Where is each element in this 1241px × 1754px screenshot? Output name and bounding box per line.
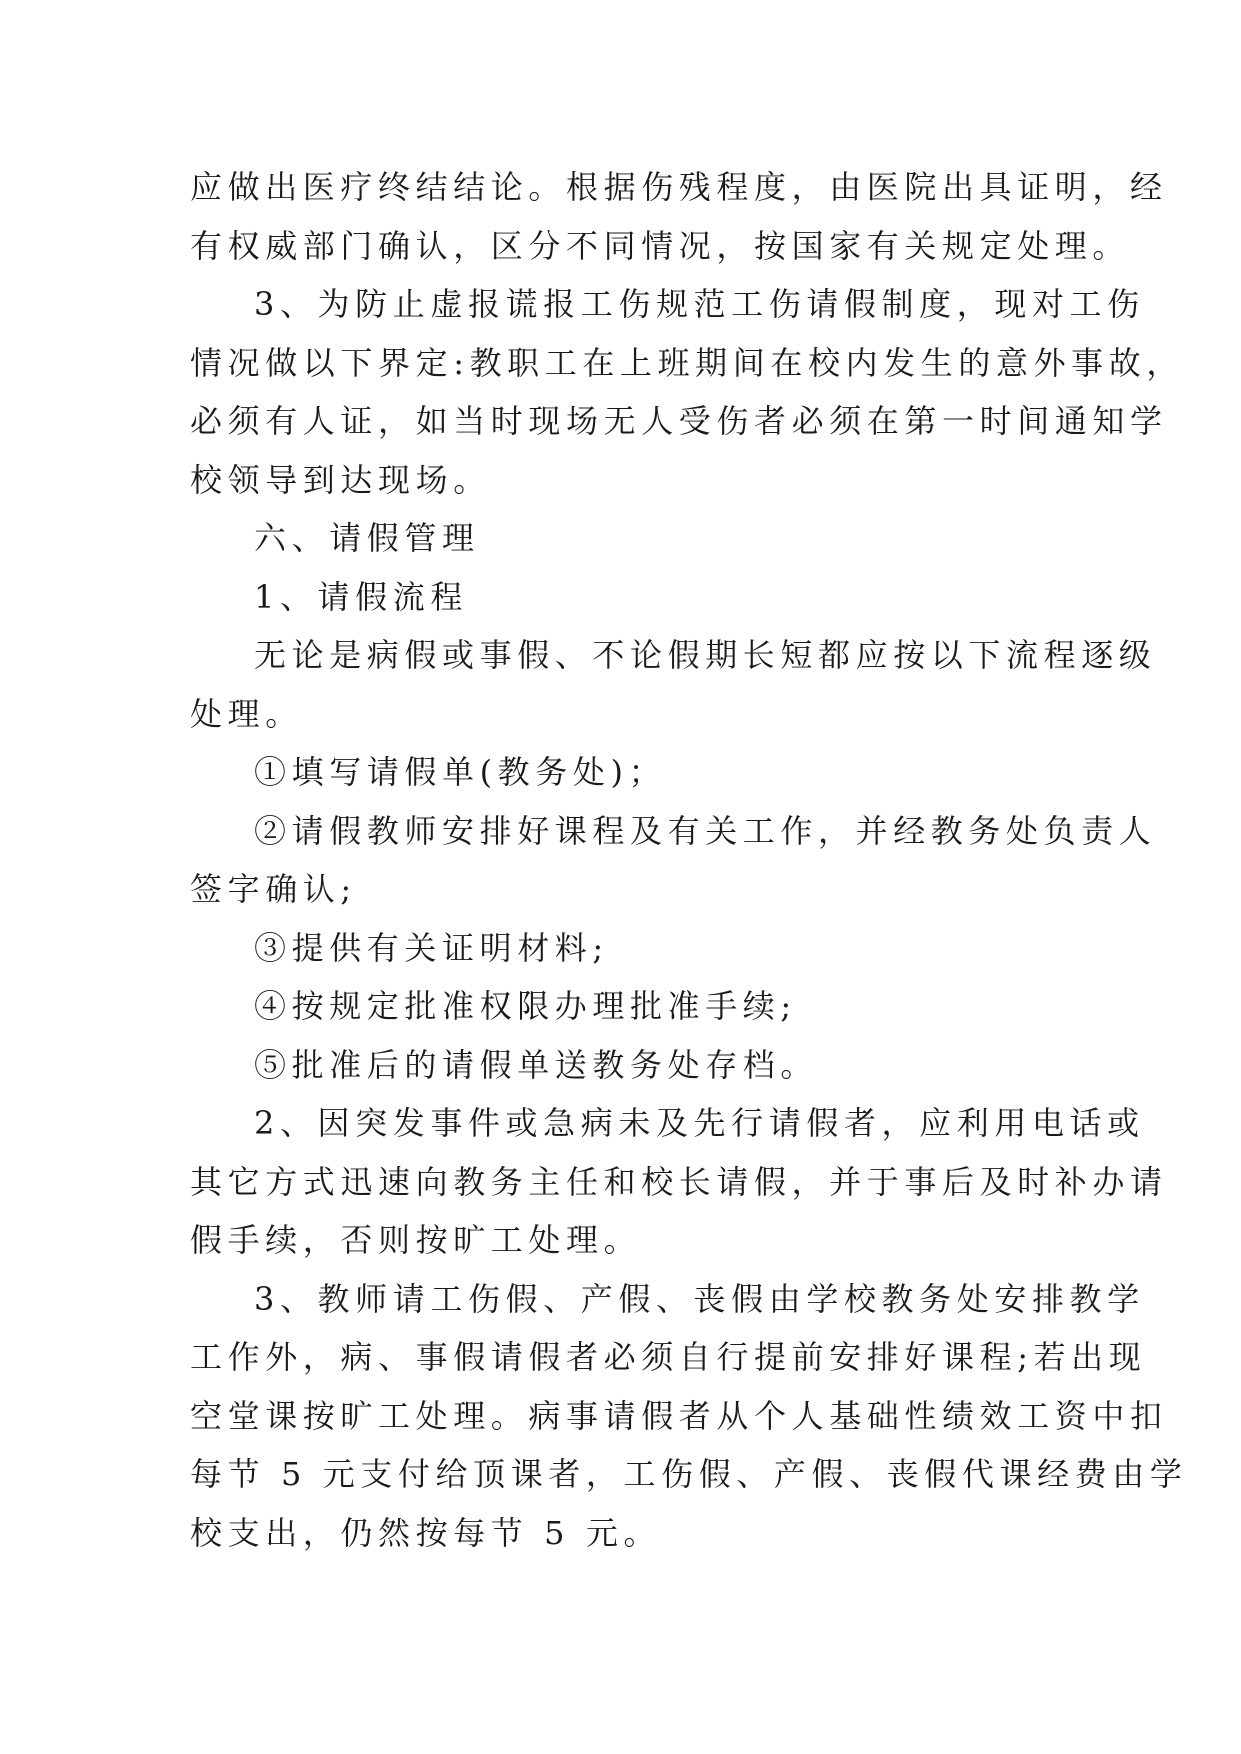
text-line: 假手续，否则按旷工处理。 xyxy=(190,1221,642,1259)
text-line: 情况做以下界定:教职工在上班期间在校内发生的意外事故， xyxy=(190,343,1184,382)
text-line: 3、教师请工伤假、产假、丧假由学校教务处安排教学 xyxy=(254,1279,1145,1318)
text-line: 校领导到达现场。 xyxy=(190,460,491,499)
text-line: 2、因突发事件或急病未及先行请假者，应利用电话或 xyxy=(254,1104,1145,1142)
subsection-heading: 1、请假流程 xyxy=(254,577,468,616)
text-line: 其它方式迅速向教务主任和校长请假，并于事后及时补办请 xyxy=(190,1162,1168,1201)
list-item: ①填写请假单(教务处)； xyxy=(254,753,667,791)
text-line: 无论是病假或事假、不论假期长短都应按以下流程逐级 xyxy=(254,636,1157,674)
document-body xyxy=(190,158,1188,1562)
list-item: ③提供有关证明材料; xyxy=(254,928,609,967)
text-line: 应做出医疗终结结论。根据伤残程度，由医院出具证明，经 xyxy=(190,168,1168,206)
section-heading: 六、请假管理 xyxy=(254,519,480,557)
list-item: ②请假教师安排好课程及有关工作，并经教务处负责人 xyxy=(254,811,1157,850)
text-line: 3、为防止虚报谎报工伤规范工伤请假制度，现对工伤 xyxy=(254,285,1145,323)
text-line: 空堂课按旷工处理。病事请假者从个人基础性绩效工资中扣 xyxy=(190,1396,1168,1435)
text-line: 工作外，病、事假请假者必须自行提前安排好课程;若出现 xyxy=(190,1338,1147,1376)
text-line: 必须有人证，如当时现场无人受伤者必须在第一时间通知学 xyxy=(190,402,1168,440)
text-line: 处理。 xyxy=(190,694,303,733)
text-line: 签字确认; xyxy=(190,870,357,908)
text-line: 每节 5 元支付给顶课者，工伤假、产假、丧假代课经费由学 xyxy=(190,1455,1188,1493)
text-line: 有权威部门确认，区分不同情况，按国家有关规定处理。 xyxy=(190,226,1131,265)
list-item: ⑤批准后的请假单送教务处存档。 xyxy=(254,1045,819,1084)
text-line: 校支出，仍然按每节 5 元。 xyxy=(190,1513,662,1552)
list-item: ④按规定批准权限办理批准手续; xyxy=(254,987,797,1025)
